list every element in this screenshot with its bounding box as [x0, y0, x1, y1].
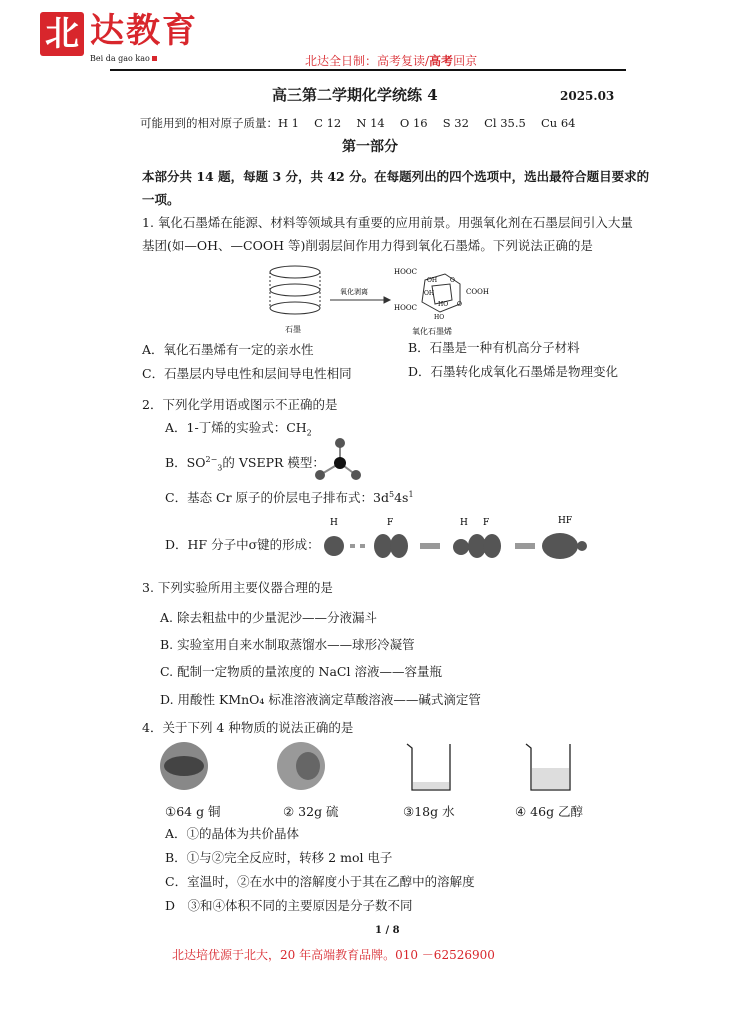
q4-item-4: ④ 46g 乙醇 — [515, 804, 584, 819]
orbital-label: HF — [558, 516, 573, 526]
orbital-label: F — [483, 518, 490, 528]
exam-date: 2025.03 — [560, 89, 615, 103]
intro-line: 一项。 — [142, 192, 180, 207]
q1-stem: 1. 氧化石墨烯在能源、材料等领域具有重要的应用前景。用强氧化剂在石墨层间引入大量 — [142, 215, 633, 230]
group-label: OH — [424, 290, 435, 297]
logo-subtitle — [90, 54, 157, 64]
q4-item-2: ② 32g 硫 — [283, 804, 339, 819]
logo-square-icon — [152, 56, 157, 61]
logo: 北 — [40, 12, 84, 56]
q3-option-d: D. 用酸性 KMnO₄ 标准溶液滴定草酸溶液——碱式滴定管 — [160, 692, 481, 707]
hf-sigma-bond-figure — [315, 515, 595, 565]
q1-option-b: B．石墨是一种有机高分子材料 — [408, 340, 580, 355]
q1-stem: 基团(如—OH、—COOH 等)削弱层间作用力得到氧化石墨烯。下列说法正确的是 — [142, 238, 593, 253]
q4-substances-figure — [160, 740, 580, 798]
q4-option-a: A．①的晶体为共价晶体 — [165, 826, 300, 841]
tagline-part: 北达全日制：高考复读/ — [305, 54, 430, 68]
q2-c-sup: 5 — [389, 489, 395, 499]
logo-subtitle-text: Bei da gao kao — [90, 54, 150, 63]
page-title: 高三第二学期化学统练 4 — [272, 86, 438, 104]
tagline-part: 回京 — [453, 54, 478, 68]
q3-stem: 3. 下列实验所用主要仪器合理的是 — [142, 580, 333, 595]
q3-option-b: B. 实验室用自来水制取蒸馏水——球形冷凝管 — [160, 637, 415, 652]
q4-item-1: ①64 g 铜 — [165, 804, 221, 819]
graphene-oxide-label: 氧化石墨烯 — [412, 327, 452, 336]
q1-option-a: A．氧化石墨烯有一定的亲水性 — [142, 342, 314, 357]
q4-option-d: D ③和④体积不同的主要原因是分子数不同 — [165, 898, 413, 913]
arrow-label: 氧化剥离 — [340, 288, 368, 296]
part-heading: 第一部分 — [342, 139, 398, 155]
q1-option-d: D．石墨转化成氧化石墨烯是物理变化 — [408, 364, 619, 379]
q2-option-d: D．HF 分子中σ键的形成： — [165, 537, 320, 552]
tagline — [305, 53, 477, 69]
q4-stem: 4．关于下列 4 种物质的说法正确的是 — [142, 720, 354, 735]
q2-b-text: B．SO — [165, 455, 206, 470]
q3-option-a: A. 除去粗盐中的少量泥沙——分液漏斗 — [160, 610, 377, 625]
q2-b-sub: 3 — [217, 463, 223, 473]
sulfite-vsepr-model — [312, 435, 362, 485]
intro-line: 本部分共 14 题，每题 3 分，共 42 分。在每题列出的四个选项中，选出最符合题目要求的 — [142, 169, 650, 184]
page-number: 1 / 8 — [375, 925, 400, 936]
q2-option-c — [165, 490, 414, 506]
orbital-label: H — [330, 518, 338, 528]
group-label: HOOC — [394, 304, 417, 312]
group-label: COOH — [466, 288, 489, 296]
q2-b-sup: 2− — [205, 454, 218, 464]
group-label: HOOC — [394, 268, 417, 276]
atomic-masses: 可能用到的相对原子质量：H 1 C 12 N 14 O 16 S 32 Cl 35.5 Cu 64 — [140, 116, 576, 130]
q2-c-sup: 1 — [408, 489, 414, 499]
graphite-oxidation-figure — [260, 260, 510, 338]
q2-stem: 2．下列化学用语或图示不正确的是 — [142, 397, 338, 412]
q4-item-3: ③18g 水 — [403, 804, 455, 819]
logo-text: 达教育 — [90, 11, 198, 51]
group-label: O — [450, 277, 455, 284]
q1-option-c: C．石墨层内导电性和层间导电性相同 — [142, 366, 352, 381]
q2-c-text: C．基态 Cr 原子的价层电子排布式：3d — [165, 490, 390, 505]
graphite-label: 石墨 — [285, 325, 301, 334]
q4-option-c: C．室温时，②在水中的溶解度小于其在乙醇中的溶解度 — [165, 874, 475, 889]
orbital-label: H — [460, 518, 468, 528]
orbital-label: F — [387, 518, 394, 528]
q2-a-sub: 2 — [306, 428, 312, 438]
footer-slogan: 北达培优源于北大，20 年高端教育品牌。010 －62526900 — [172, 948, 495, 962]
group-label: OH — [427, 277, 438, 284]
q2-a-text: A．1-丁烯的实验式：CH — [165, 420, 307, 435]
group-label: O — [457, 301, 462, 308]
tagline-part: 高考 — [429, 54, 454, 68]
group-label: HO — [434, 314, 445, 321]
q2-option-a — [165, 420, 312, 436]
q2-b-text: 的 VSEPR 模型： — [222, 455, 325, 470]
header-rule — [110, 69, 626, 71]
q2-option-b — [165, 455, 325, 471]
q2-c-text: 4s — [394, 490, 409, 505]
q4-option-b: B．①与②完全反应时，转移 2 mol 电子 — [165, 850, 393, 865]
group-label: HO — [438, 301, 449, 308]
q3-option-c: C. 配制一定物质的量浓度的 NaCl 溶液——容量瓶 — [160, 664, 442, 679]
